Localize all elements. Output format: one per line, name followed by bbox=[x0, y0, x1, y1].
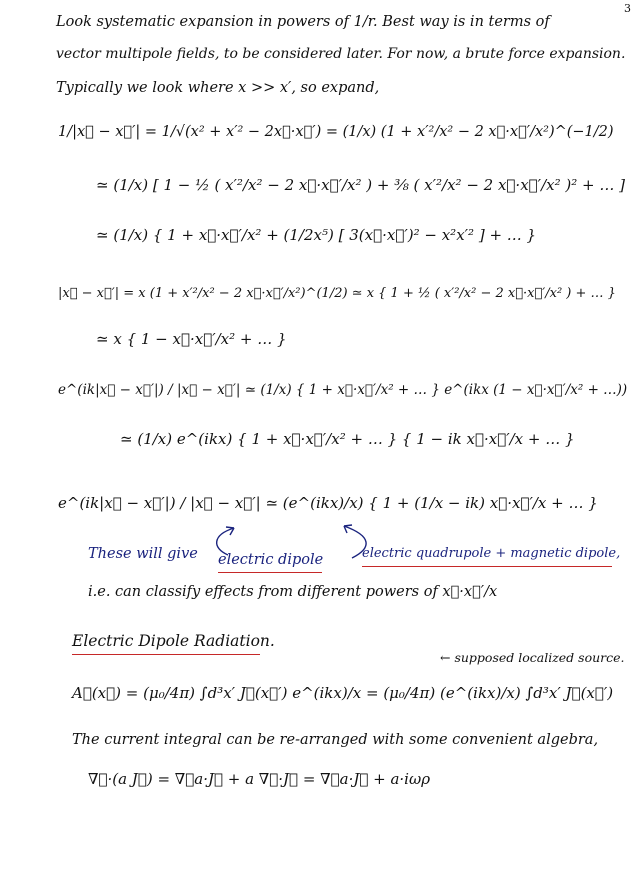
vector-potential-equation: A⃗(x⃗) = (μ₀/4π) ∫d³x′ J⃗(x⃗′) e^(ikx)/x = (μ₀/4π) (e^(ikx)/x) ∫d³x′ J⃗(x⃗′) bbox=[72, 684, 614, 702]
annotation-classify: i.e. can classify effects from different powers of x⃗·x⃗′/x bbox=[88, 584, 498, 600]
current-integral-note: The current integral can be re-arranged with some convenient algebra, bbox=[72, 732, 599, 748]
distance-line-1: |x⃗ − x⃗′| = x (1 + x′²/x² − 2 x⃗·x⃗′/x²)^(1/2) ≃ x { 1 + ½ ( x′²/x² − 2 x⃗·x⃗′/x² ) + … } bbox=[58, 286, 616, 301]
section-heading: Electric Dipole Radiation. bbox=[72, 632, 275, 650]
electric-dipole-underline bbox=[218, 572, 322, 573]
intro-line-3: Typically we look where x >> x′, so expand, bbox=[56, 80, 380, 96]
annotation-quadrupole-magnetic: electric quadrupole + magnetic dipole, bbox=[362, 546, 621, 561]
page-number: 3 bbox=[624, 2, 631, 15]
annotation-electric-dipole: electric dipole bbox=[218, 552, 324, 568]
divergence-identity: ∇⃗·(a J⃗) = ∇⃗a·J⃗ + a ∇⃗·J⃗ = ∇⃗a·J⃗ + a·iωρ bbox=[88, 770, 431, 788]
green-function-line-1: e^(ik|x⃗ − x⃗′|) / |x⃗ − x⃗′| ≃ (1/x) { 1 + x⃗·x⃗′/x² + … } e^(ikx (1 − x⃗·x⃗′/x² + …)) bbox=[58, 382, 628, 398]
green-function-line-2: ≃ (1/x) e^(ikx) { 1 + x⃗·x⃗′/x² + … } { 1 − ik x⃗·x⃗′/x + … } bbox=[120, 430, 575, 448]
intro-line-1: Look systematic expansion in powers of 1/r. Best way is in terms of bbox=[56, 14, 550, 30]
inverse-distance-line-3: ≃ (1/x) { 1 + x⃗·x⃗′/x² + (1/2x⁵) [ 3(x⃗·x⃗′)² − x²x′² ] + … } bbox=[96, 226, 537, 244]
section-heading-underline bbox=[72, 654, 260, 655]
inverse-distance-line-1: 1/|x⃗ − x⃗′| = 1/√(x² + x′² − 2x⃗·x⃗′) = (1/x) (1 + x′²/x² − 2 x⃗·x⃗′/x²)^(−1/2) bbox=[58, 124, 614, 140]
quadrupole-underline bbox=[362, 566, 612, 567]
intro-line-2: vector multipole fields, to be considered later. For now, a brute force expansion. bbox=[56, 46, 626, 62]
source-note: ← supposed localized source. bbox=[440, 650, 625, 665]
inverse-distance-line-2: ≃ (1/x) [ 1 − ½ ( x′²/x² − 2 x⃗·x⃗′/x² ) + ⅜ ( x′²/x² − 2 x⃗·x⃗′/x² )² + … ] bbox=[96, 176, 625, 194]
green-function-line-3: e^(ik|x⃗ − x⃗′|) / |x⃗ − x⃗′| ≃ (e^(ikx)/x) { 1 + (1/x − ik) x⃗·x⃗′/x + … } bbox=[58, 494, 598, 512]
annotation-these-will-give: These will give bbox=[88, 546, 198, 562]
distance-line-2: ≃ x { 1 − x⃗·x⃗′/x² + … } bbox=[96, 330, 287, 348]
